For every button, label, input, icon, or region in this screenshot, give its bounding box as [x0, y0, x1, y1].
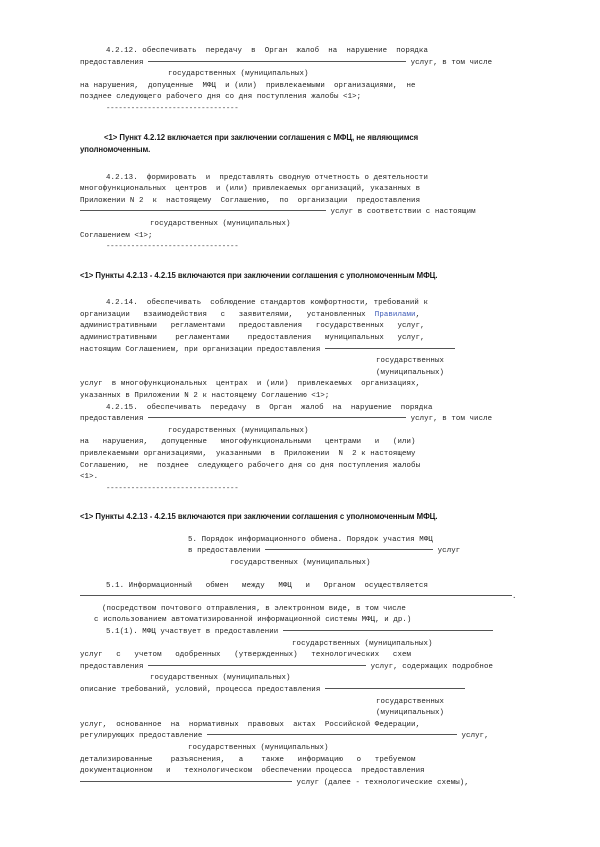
line-text-post: услуг, [456, 732, 489, 741]
rule-caption: государственных (муниципальных) [292, 639, 433, 648]
para-line: услуг с учетом одобренных (утвержденных) технологических схем [80, 651, 412, 660]
rule-caption: государственных [376, 697, 445, 706]
para-line-with-rule [80, 685, 522, 697]
line-text-pre: 5.1(1). МФЦ участвует в предоставлении [106, 627, 283, 636]
line-text-pre: описание требований, условий, процесса предоставления [80, 685, 325, 694]
paragraph-5-1 [80, 581, 522, 627]
footnote-line: уполномоченным. [80, 145, 151, 155]
rules-link[interactable]: Правилами [374, 310, 416, 319]
footnote-separator: -------------------------------- [106, 104, 239, 113]
line-text-post: услуг [433, 547, 461, 556]
fill-in-rule[interactable] [148, 665, 366, 666]
fill-in-rule[interactable] [325, 688, 465, 689]
para-line: многофункциональных центров и (или) привлекаемых организаций, указанных в [80, 185, 421, 194]
para-line-with-link [80, 310, 522, 322]
footnote-separator: -------------------------------- [106, 484, 239, 493]
line-text-pre: предоставления [80, 415, 149, 424]
rule-caption: (муниципальных) [376, 368, 445, 377]
line-text-pre: предоставления [80, 662, 149, 671]
heading-line-with-rule [80, 546, 522, 558]
line-text-post: услуг (далее - технологические схемы), [292, 778, 469, 787]
para-line-with-rule [80, 58, 522, 70]
fill-in-rule[interactable] [265, 549, 433, 550]
para-line-with-rule [80, 207, 522, 219]
fill-in-rule[interactable] [148, 417, 406, 418]
line-text-pre: организации взаимодействия с заявителями, установленных [80, 310, 375, 319]
para-line: детализированные разъяснения, а также информацию о требуемом [80, 755, 416, 764]
fill-in-rule[interactable] [325, 348, 455, 349]
line-text-pre: регулирующих предоставление [80, 732, 207, 741]
heading-line: 5. Порядок информационного обмена. Порядок участия МФЦ [188, 535, 433, 544]
para-line-with-rule [80, 414, 522, 426]
rule-caption: государственных [376, 357, 445, 366]
line-text-pre: в предоставлении [188, 547, 266, 556]
para-line: <1>. [80, 473, 99, 482]
footnote-separator: -------------------------------- [106, 243, 239, 252]
line-text-post: . [512, 593, 517, 602]
para-line: 4.2.12. обеспечивать передачу в Орган жалоб на нарушение порядка [106, 47, 428, 55]
para-line: услуг в многофункциональных центрах и (или) привлекаемых организациях, [80, 380, 421, 389]
footnote-line: <1> Пункты 4.2.13 - 4.2.15 включаются при заключении соглашения с уполномоченным МФЦ. [80, 270, 438, 280]
line-text-pre: предоставления [80, 58, 149, 67]
rule-caption: государственных (муниципальных) [230, 559, 371, 567]
para-line: 4.2.15. обеспечивать передачу в Орган жалоб на нарушение порядка [106, 403, 433, 412]
fill-in-rule[interactable] [80, 595, 512, 596]
fill-in-rule[interactable] [80, 781, 292, 782]
para-line-with-rule [80, 731, 522, 743]
para-line: 4.2.14. обеспечивать соблюдение стандартов комфортности, требований к [106, 299, 428, 308]
line-text-pre: настоящим Соглашением, при организации предоставления [80, 345, 325, 354]
section-heading-5 [80, 535, 522, 570]
line-text-post: услуг, содержащих подробное [366, 662, 494, 671]
footnote-3 [80, 511, 522, 524]
para-line: на нарушения, допущенные многофункциональными центрами и (или) [80, 438, 416, 447]
paragraph-4-2-15 [80, 403, 522, 496]
rule-caption: (муниципальных) [376, 709, 445, 718]
footnote-line: <1> Пункт 4.2.12 включается при заключении соглашения с МФЦ, не являющимся [104, 132, 419, 142]
fill-in-rule[interactable] [207, 734, 457, 735]
fill-in-rule[interactable] [283, 630, 493, 631]
para-line: позднее следующего рабочего дня со дня поступления жалобы <1>; [80, 93, 362, 102]
para-line: Приложении N 2 к настоящему Соглашению, по организации предоставления [80, 196, 421, 205]
footnote-2 [80, 270, 522, 283]
para-line: привлекаемыми организациями, указанными в Приложении N 2 к настоящему [80, 449, 416, 458]
para-line: административными регламентами предоставления муниципальных услуг, [80, 334, 425, 342]
para-line: 4.2.13. формировать и представлять сводную отчетность о деятельности [106, 173, 428, 182]
para-line-with-rule [80, 778, 522, 790]
line-text-post: услуг в соответствии с настоящим [326, 208, 476, 217]
para-line-with-rule [80, 345, 522, 357]
paragraph-4-2-12 [80, 46, 522, 116]
footnote-line: <1> Пункты 4.2.13 - 4.2.15 включаются при заключении соглашения с уполномоченным МФЦ. [80, 512, 438, 522]
line-text-post: , [415, 310, 421, 319]
footnote-1 [80, 132, 522, 157]
para-line: на нарушения, допущенные МФЦ и (или) привлекаемыми организациями, не [80, 81, 416, 90]
para-line-with-rule [80, 592, 522, 604]
para-line: документационном и технологическом обеспечении процесса предоставления [80, 767, 425, 776]
rule-caption: с использованием автоматизированной информационной системы МФЦ, и др.) [94, 616, 412, 625]
fill-in-rule[interactable] [80, 210, 326, 211]
para-line: Соглашению, не позднее следующего рабочего дня со дня поступления жалобы [80, 461, 421, 470]
line-text-post: услуг, в том числе [406, 58, 493, 67]
para-line: 5.1. Информационный обмен между МФЦ и Органом осуществляется [106, 581, 428, 590]
rule-caption: (посредством почтового отправления, в электронном виде, в том числе [102, 604, 406, 613]
paragraph-4-2-14 [80, 298, 522, 402]
para-line: услуг, основанное на нормативных правовых актах Российской Федерации, [80, 720, 421, 729]
rule-caption: государственных (муниципальных) [150, 219, 291, 228]
rule-caption: государственных (муниципальных) [188, 743, 329, 752]
para-line-with-rule [80, 627, 522, 639]
para-line-with-rule [80, 662, 522, 674]
para-line: административными регламентами предоставления государственных услуг, [80, 322, 425, 331]
para-line: указанных в Приложении N 2 к настоящему Соглашению <1>; [80, 391, 330, 400]
fill-in-rule[interactable] [148, 61, 406, 62]
para-line: Соглашением <1>; [80, 231, 153, 240]
line-text-post: услуг, в том числе [406, 415, 493, 424]
paragraph-5-1-1 [80, 627, 522, 789]
rule-caption: государственных (муниципальных) [168, 426, 309, 435]
rule-caption: государственных (муниципальных) [150, 674, 291, 683]
paragraph-4-2-13 [80, 173, 522, 254]
rule-caption: государственных (муниципальных) [168, 70, 309, 79]
